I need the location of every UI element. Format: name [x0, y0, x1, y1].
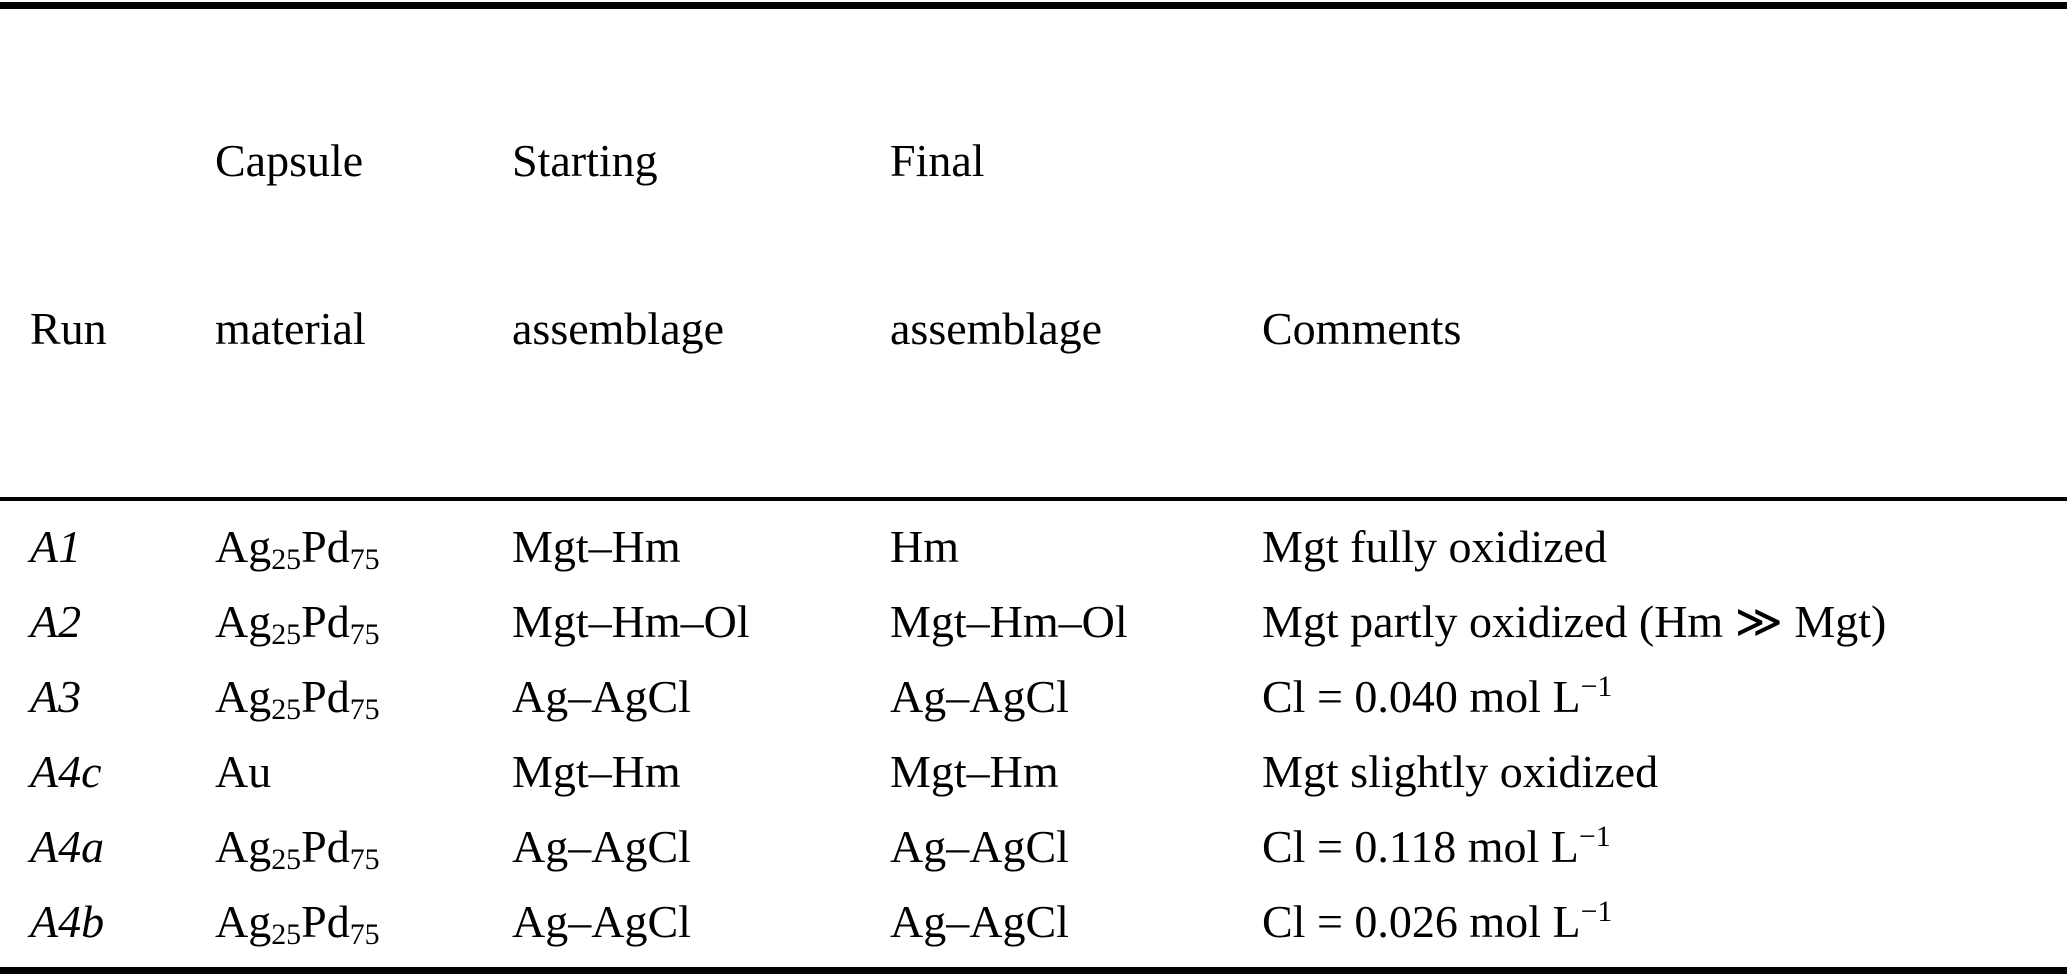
- capsule-material-cell: $Ag_{25}Pd_{75}$: [215, 596, 380, 651]
- capsule-material-cell: Au: [215, 746, 272, 797]
- table-row: [0, 884, 2067, 959]
- table-body: [0, 501, 2067, 959]
- capsule-material-cell: $Ag_{25}Pd_{75}$: [215, 671, 380, 726]
- table-row: [0, 734, 2067, 809]
- table-row: [0, 659, 2067, 734]
- column-header-capsule-material: [215, 21, 512, 469]
- header-line-label: Capsule: [215, 135, 364, 186]
- comments-cell: Mgt partly oxidized (Hm ≫ Mgt): [1262, 596, 1887, 647]
- column-header-comments: [1262, 77, 2067, 469]
- capsule-material-cell: $Ag_{25}Pd_{75}$: [215, 521, 380, 576]
- header-line-label: Run: [30, 303, 107, 354]
- comments-cell: Cl = 0.118 mol $L^{-1}$: [1262, 819, 1611, 872]
- starting-assemblage-cell: Ag–AgCl: [512, 671, 691, 722]
- final-assemblage-cell: Ag–AgCl: [890, 671, 1069, 722]
- run-cell: A4b: [30, 896, 105, 947]
- starting-assemblage-cell: Mgt–Hm–Ol: [512, 596, 750, 647]
- table-header-row: [0, 9, 2067, 497]
- column-header-starting-assemblage: [512, 21, 890, 469]
- final-assemblage-cell: Mgt–Hm: [890, 746, 1059, 797]
- column-header-final-assemblage: [890, 21, 1262, 469]
- run-cell: A4c: [30, 746, 102, 797]
- capsule-material-cell: $Ag_{25}Pd_{75}$: [215, 821, 380, 876]
- final-assemblage-cell: Ag–AgCl: [890, 896, 1069, 947]
- table-top-rule: [0, 2, 2067, 9]
- header-line-label: assemblage: [512, 303, 725, 354]
- table-row: [0, 584, 2067, 659]
- final-assemblage-cell: Hm: [890, 521, 959, 572]
- comments-cell: Cl = 0.026 mol $L^{-1}$: [1262, 894, 1613, 947]
- header-line-label: Starting: [512, 135, 658, 186]
- header-line-label: Comments: [1262, 303, 1462, 354]
- header-line-label: assemblage: [890, 303, 1103, 354]
- starting-assemblage-cell: Mgt–Hm: [512, 521, 681, 572]
- table-row: [0, 809, 2067, 884]
- starting-assemblage-cell: Mgt–Hm: [512, 746, 681, 797]
- final-assemblage-cell: Mgt–Hm–Ol: [890, 596, 1128, 647]
- table-row: [0, 509, 2067, 584]
- starting-assemblage-cell: Ag–AgCl: [512, 896, 691, 947]
- run-cell: A4a: [30, 821, 105, 872]
- run-cell: A2: [30, 596, 82, 647]
- table-bottom-rule: [0, 967, 2067, 974]
- final-assemblage-cell: Ag–AgCl: [890, 821, 1069, 872]
- starting-assemblage-cell: Ag–AgCl: [512, 821, 691, 872]
- comments-cell: Mgt slightly oxidized: [1262, 746, 1659, 797]
- comments-cell: Mgt fully oxidized: [1262, 521, 1607, 572]
- header-line-label: Final: [890, 135, 985, 186]
- run-cell: A1: [30, 521, 82, 572]
- column-header-run: [30, 77, 215, 469]
- run-cell: A3: [30, 671, 82, 722]
- comments-cell: Cl = 0.040 mol $L^{-1}$: [1262, 669, 1613, 722]
- header-line-label: material: [215, 303, 366, 354]
- capsule-material-cell: $Ag_{25}Pd_{75}$: [215, 896, 380, 951]
